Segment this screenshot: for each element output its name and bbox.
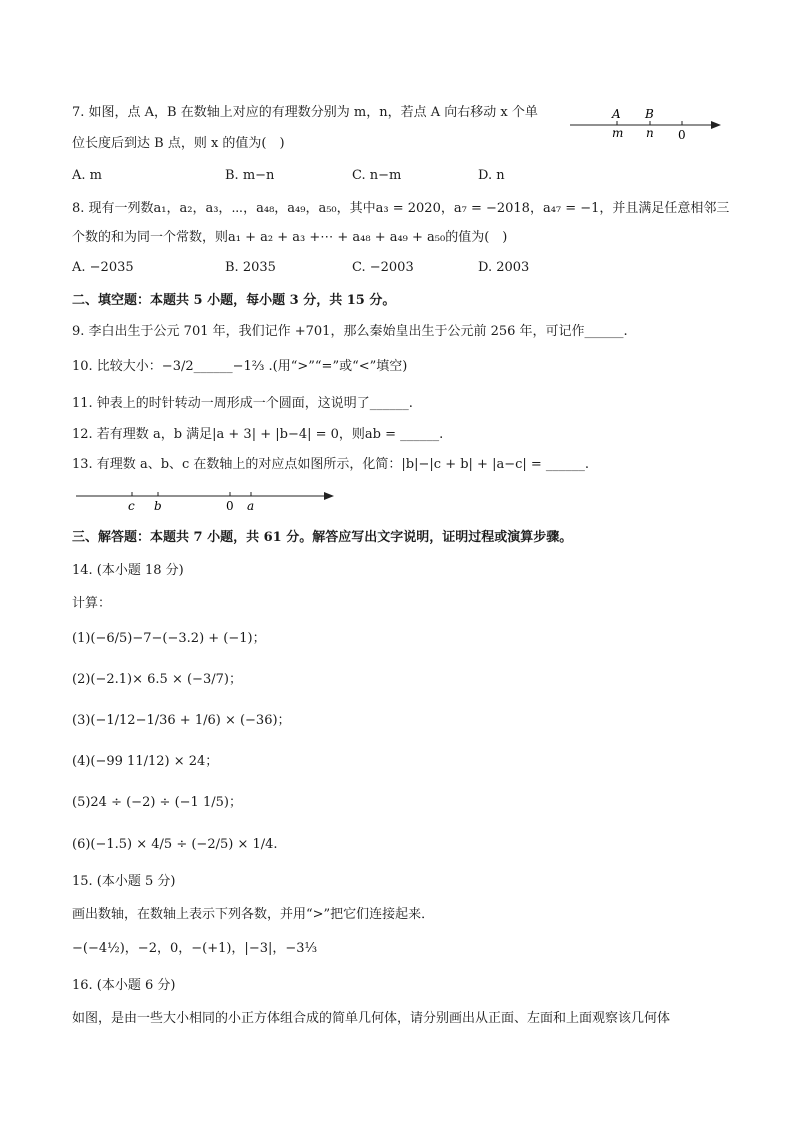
q7-option-d[interactable]: D. n <box>478 168 505 183</box>
q14-header: 14. (本小题 18 分) <box>72 563 184 578</box>
q15-text: 画出数轴，在数轴上表示下列各数，并用“>”把它们连接起来． <box>72 907 435 922</box>
q9: 9. 李白出生于公元 701 年，我们记作 +701，那么秦始皇出生于公元前 256 年，可记作______. <box>72 324 628 339</box>
q16-text: 如图，是由一些大小相同的小正方体组合成的简单几何体，请分别画出从正面、左面和上面观察该几何体 <box>72 1011 671 1026</box>
q16-header: 16. (本小题 6 分) <box>72 978 176 993</box>
q11: 11. 钟表上的时针转动一周形成一个圆面，这说明了______. <box>72 396 413 411</box>
q7-label-0: 0 <box>678 128 686 142</box>
q7-label-n: n <box>646 126 654 140</box>
q14-item-2: (2)(−2.1)× 6.5 × (−3/7)； <box>72 672 242 687</box>
section-solve: 三、解答题：本题共 7 小题，共 61 分。解答应写出文字说明，证明过程或演算步骤。 <box>72 530 573 545</box>
q7-option-c[interactable]: C. n−m <box>352 168 402 183</box>
q13-label-a: a <box>247 499 255 513</box>
q8-option-a[interactable]: A. −2035 <box>72 260 134 275</box>
q8-line1: 8. 现有一列数a₁，a₂，a₃，⋯，a₄₈，a₄₉，a₅₀，其中a₃ = 2020，a₇ = −2018，a₄₇ = −1，并且满足任意相邻三 <box>72 201 730 216</box>
q7-label-m: m <box>612 126 624 140</box>
q14-item-4: (4)(−99 11/12) × 24； <box>72 754 219 769</box>
q13-number-line <box>72 485 342 515</box>
q7-label-B: B <box>645 107 654 121</box>
q13-text: 13. 有理数 a、b、c 在数轴上的对应点如图所示，化简：|b|−|c + b| + |a−c| = ______. <box>72 457 590 472</box>
q13-label-b: b <box>154 499 162 513</box>
section-fill-in: 二、填空题：本题共 5 小题，每小题 3 分，共 15 分。 <box>72 293 396 308</box>
q14-item-1: (1)(−6/5)−7−(−3.2) + (−1)； <box>72 631 266 646</box>
q7-option-b[interactable]: B. m−n <box>225 168 275 183</box>
q7-number-line <box>565 104 725 144</box>
q7-line2: 位长度后到达 B 点，则 x 的值为( ) <box>72 136 285 151</box>
q8-option-d[interactable]: D. 2003 <box>478 260 530 275</box>
q7-label-A: A <box>612 107 621 121</box>
q14-intro: 计算： <box>72 596 112 611</box>
q8-option-c[interactable]: C. −2003 <box>352 260 414 275</box>
q8-option-b[interactable]: B. 2035 <box>225 260 276 275</box>
q15-numbers: −(−4½)，−2，0，−(+1)，|−3|，−3⅓ <box>72 941 318 956</box>
q14-item-5: (5)24 ÷ (−2) ÷ (−1 1/5)； <box>72 795 242 810</box>
q15-header: 15. (本小题 5 分) <box>72 874 176 889</box>
q14-item-3: (3)(−1/12−1/36 + 1/6) × (−36)； <box>72 713 291 728</box>
q13-label-c: c <box>128 499 135 513</box>
q7-line1: 7. 如图，点 A，B 在数轴上对应的有理数分别为 m，n，若点 A 向右移动 x 个单 <box>72 105 538 120</box>
q10: 10. 比较大小：−3/2______−1⅔ .(用“>”“=”或“<”填空) <box>72 359 408 374</box>
q14-item-6: (6)(−1.5) × 4/5 ÷ (−2/5) × 1/4. <box>72 837 278 852</box>
q7-option-a[interactable]: A. m <box>72 168 102 183</box>
q13-label-0: 0 <box>226 499 234 513</box>
q12: 12. 若有理数 a，b 满足|a + 3| + |b−4| = 0，则ab = ______. <box>72 427 444 442</box>
q8-line2: 个数的和为同一个常数，则a₁ + a₂ + a₃ +⋯ + a₄₈ + a₄₉ + a₅₀的值为( ) <box>72 230 508 245</box>
